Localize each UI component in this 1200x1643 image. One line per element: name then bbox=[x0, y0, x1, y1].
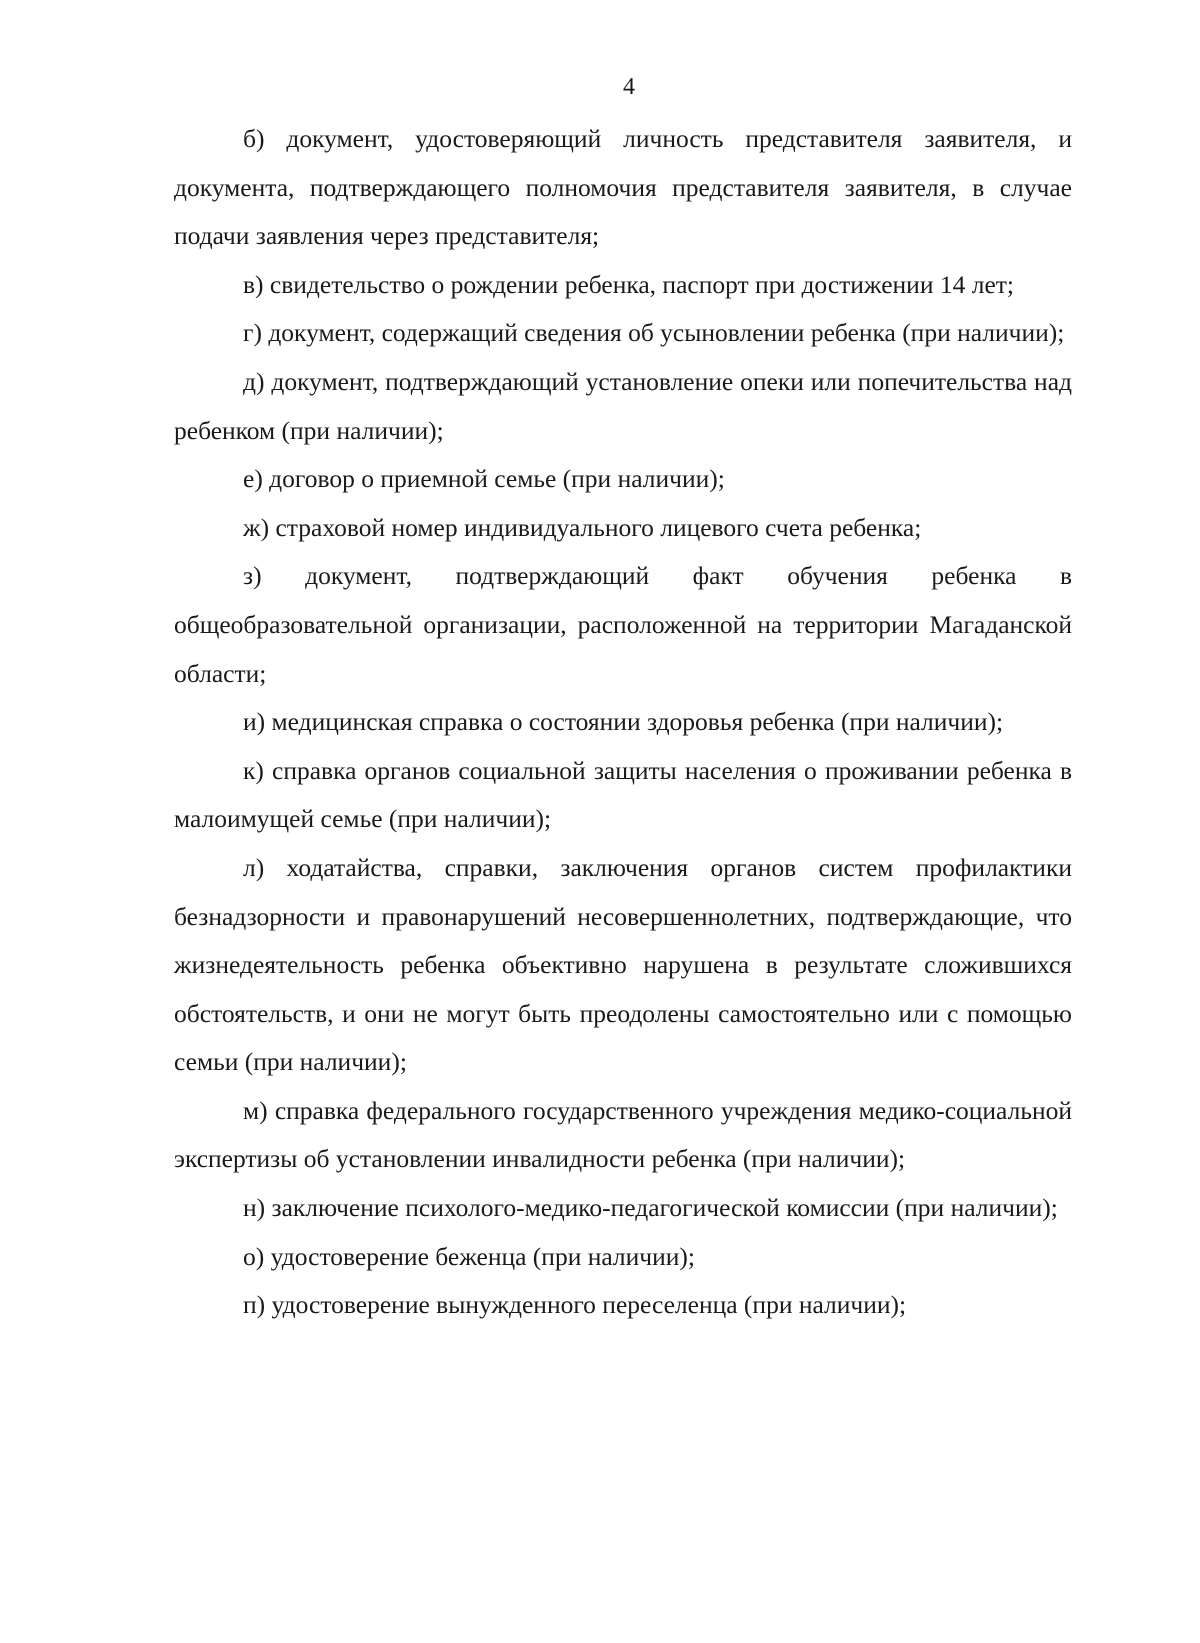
list-item-z: з) документ, подтверждающий факт обучения ребенка в общеобразовательной организации, расположенной на территории Магаданской области; bbox=[174, 561, 1072, 688]
list-item-l: л) ходатайства, справки, заключения органов систем профилактики безнадзорности и правонарушений несовершеннолетних, подтверждающие, что жизнедеятельность ребенка объективно нарушена в результате сложившихся обстоятельств, и они не могут быть преодолены самостоятельно или с помощью семьи (при наличии); bbox=[174, 852, 1072, 1077]
list-item-i: и) медицинская справка о состоянии здоровья ребенка (при наличии); bbox=[243, 707, 1004, 737]
list-item-p: п) удостоверение вынужденного переселенца (при наличии); bbox=[243, 1290, 907, 1320]
list-item-zh: ж) страховой номер индивидуального лицевого счета ребенка; bbox=[243, 512, 922, 542]
list-item-v: в) свидетельство о рождении ребенка, паспорт при достижении 14 лет; bbox=[243, 269, 1014, 299]
list-item-o: о) удостоверение беженца (при наличии); bbox=[243, 1241, 695, 1271]
list-item-b: б) документ, удостоверяющий личность представителя заявителя, и документа, подтверждающего полномочия представителя заявителя, в случае подачи заявления через представителя; bbox=[174, 124, 1072, 251]
list-item-k: к) справка органов социальной защиты населения о проживании ребенка в малоимущей семье (при наличии); bbox=[174, 755, 1072, 834]
list-item-n: н) заключение психолого-медико-педагогической комиссии (при наличии); bbox=[243, 1193, 1058, 1223]
page-number: 4 bbox=[623, 74, 635, 100]
document-body bbox=[174, 115, 1072, 1330]
list-item-g: г) документ, содержащий сведения об усыновлении ребенка (при наличии); bbox=[243, 318, 1065, 348]
list-item-e: е) договор о приемной семье (при наличии); bbox=[243, 464, 725, 494]
list-item-m: м) справка федерального государственного учреждения медико-социальной экспертизы об установлении инвалидности ребенка (при наличии); bbox=[174, 1095, 1072, 1174]
list-item-d: д) документ, подтверждающий установление опеки или попечительства над ребенком (при наличии); bbox=[174, 366, 1072, 445]
